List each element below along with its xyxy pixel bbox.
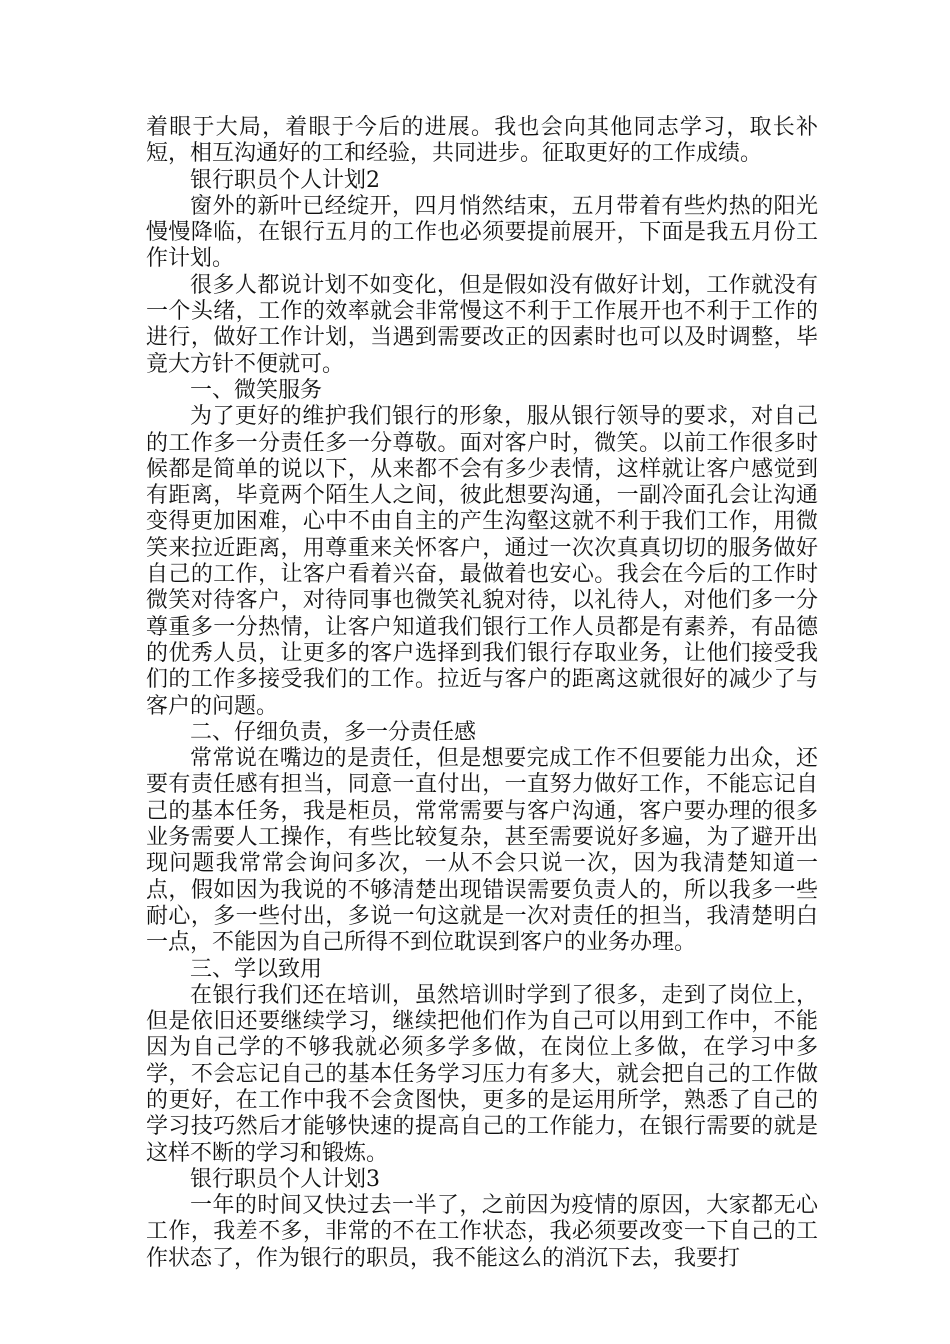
paragraph-continuation: 着眼于大局，着眼于今后的进展。我也会向其他同志学习，取长补短，相互沟通好的工和经验，共同进步。征取更好的工作成绩。 — [146, 115, 818, 167]
document-body — [146, 115, 818, 1272]
subheading-smile-service: 一、微笑服务 — [190, 377, 323, 403]
section-heading-plan-3: 银行职员个人计划3 — [190, 1166, 380, 1192]
paragraph: 很多人都说计划不如变化，但是假如没有做好计划，工作就没有一个头绪，工作的效率就会非常慢这不利于工作展开也不利于工作的进行，做好工作计划，当遇到需要改正的因素时也可以及时调整，毕竟大方针不便就可。 — [146, 272, 818, 377]
paragraph: 窗外的新叶已经绽开，四月悄然结束，五月带着有些灼热的阳光慢慢降临，在银行五月的工作也必须要提前展开，下面是我五月份工作计划。 — [146, 193, 818, 272]
paragraph: 在银行我们还在培训，虽然培训时学到了很多，走到了岗位上，但是依旧还要继续学习，继续把他们作为自己可以用到工作中，不能因为自己学的不够我就必须多学多做，在岗位上多做，在学习中多学，不会忘记自己的基本任务学习压力有多大，就会把自己的工作做的更好，在工作中我不会贪图快，更多的是运用所学，熟悉了自己的学习技巧然后才能够快速的提高自己的工作能力，在银行需要的就是这样不断的学习和锻炼。 — [146, 982, 818, 1166]
paragraph: 为了更好的维护我们银行的形象，服从银行领导的要求，对自己的工作多一分责任多一分尊敬。面对客户时，微笑。以前工作很多时候都是简单的说以下，从来都不会有多少表情，这样就让客户感觉到有距离，毕竟两个陌生人之间，彼此想要沟通，一副冷面孔会让沟通变得更加困难，心中不由自主的产生沟壑这就不利于我们工作，用微笑来拉近距离，用尊重来关怀客户，通过一次次真真切切的服务做好自己的工作，让客户看着兴奋，最做着也安心。我会在今后的工作时微笑对待客户，对待同事也微笑礼貌对待，以礼待人，对他们多一分尊重多一分热情，让客户知道我们银行工作人员都是有素养，有品德的优秀人员，让更多的客户选择到我们银行存取业务，让他们接受我们的工作多接受我们的工作。拉近与客户的距离这就很好的减少了与客户的问题。 — [146, 404, 818, 719]
subheading-responsibility: 二、仔细负责，多一分责任感 — [190, 719, 477, 745]
subheading-apply-learning: 三、学以致用 — [190, 956, 323, 982]
paragraph: 常常说在嘴边的是责任，但是想要完成工作不但要能力出众，还要有责任感有担当，同意一直付出，一直努力做好工作，不能忘记自己的基本任务，我是柜员，常常需要与客户沟通，客户要办理的很多业务需要人工操作，有些比较复杂，甚至需要说好多遍，为了避开出现问题我常常会询问多次，一从不会只说一次，因为我清楚知道一点，假如因为我说的不够清楚出现错误需要负责人的，所以我多一些耐心，多一些付出，多说一句这就是一次对责任的担当，我清楚明白一点，不能因为自己所得不到位耽误到客户的业务办理。 — [146, 746, 818, 956]
section-heading-plan-2: 银行职员个人计划2 — [190, 167, 380, 193]
paragraph: 一年的时间又快过去一半了，之前因为疫情的原因，大家都无心工作，我差不多，非常的不在工作状态，我必须要改变一下自己的工作状态了，作为银行的职员，我不能这么的消沉下去，我要打 — [146, 1193, 818, 1271]
